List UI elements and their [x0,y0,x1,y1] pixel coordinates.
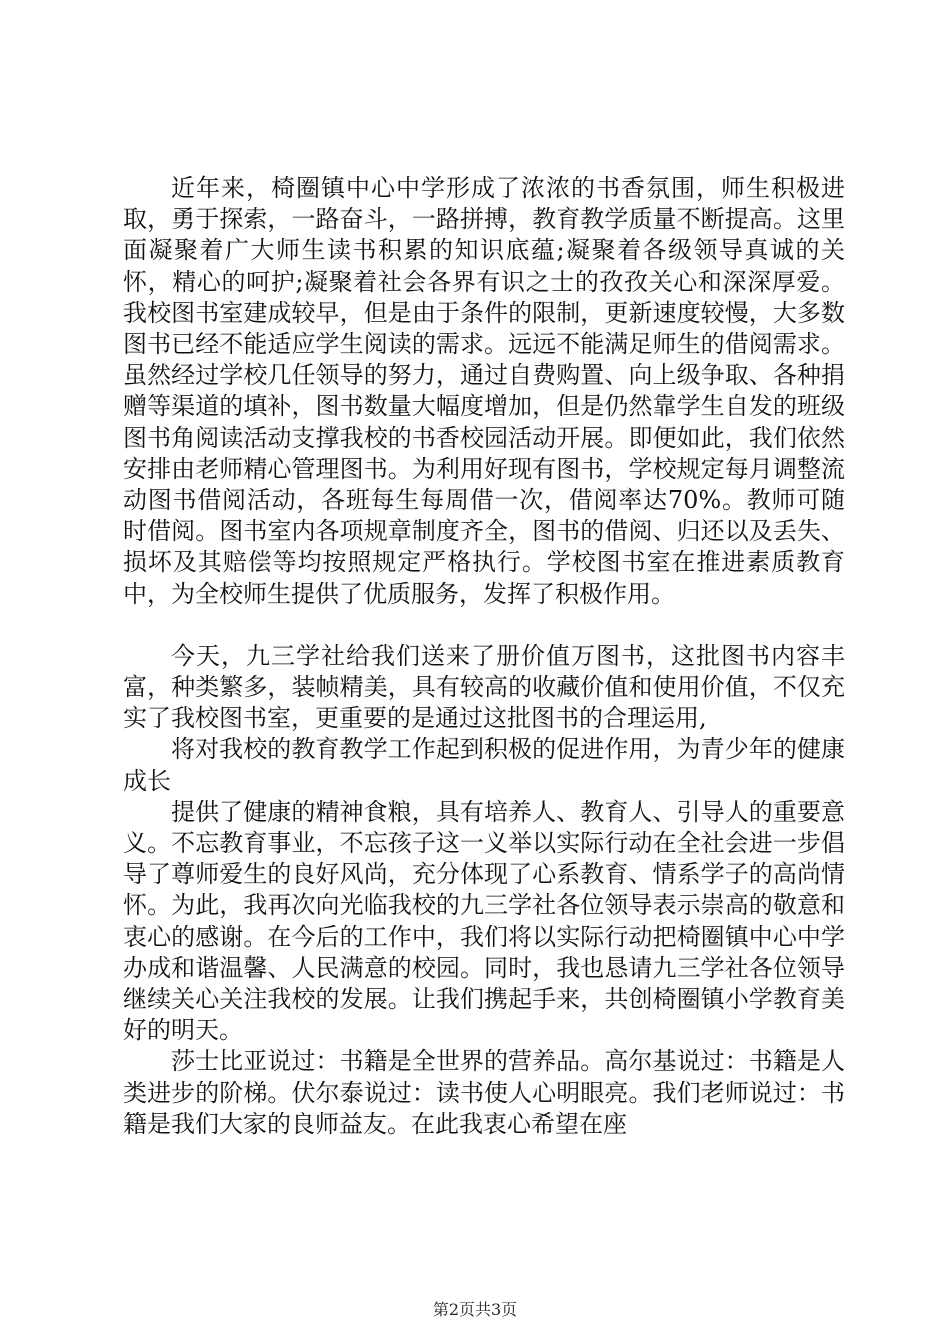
paragraph-book-donation: 今天，九三学社给我们送来了册价值万图书，这批图书内容丰富，种类繁多，装帧精美，具有较高的收藏价值和使用价值，不仅充实了我校图书室，更重要的是通过这批图书的合理运用, [123,641,845,733]
page-number: 第2页 [432,1300,475,1319]
paragraph-library-overview: 近年来，椅圈镇中心中学形成了浓浓的书香氛围，师生积极进取，勇于探索，一路奋斗，一路拼搏，教育教学质量不断提高。这里面凝聚着广大师生读书积累的知识底蕴;凝聚着各级领导真诚的关怀，精心的呵护;凝聚着社会各界有识之士的孜孜关心和深深厚爱。我校图书室建成较早，但是由于条件的限制，更新速度较慢，大多数图书已经不能适应学生阅读的需求。远远不能满足师生的借阅需求。虽然经过学校几任领导的努力，通过自费购置、向上级争取、各种捐赠等渠道的填补，图书数量大幅度增加，但是仍然靠学生自发的班级图书角阅读活动支撑我校的书香校园活动开展。即便如此，我们依然安排由老师精心管理图书。为利用好现有图书，学校规定每月调整流动图书借阅活动，各班每生每周借一次，借阅率达70%。教师可随时借阅。图书室内各项规章制度齐全，图书的借阅、归还以及丢失、损坏及其赔偿等均按照规定严格执行。学校图书室在推进素质教育中，为全校师生提供了优质服务，发挥了积极作用。 [123,174,845,608]
paragraph-quotes: 莎士比亚说过：书籍是全世界的营养品。高尔基说过：书籍是人类进步的阶梯。伏尔泰说过：读书使人心明眼亮。我们老师说过：书籍是我们大家的良师益友。在此我衷心希望在座 [123,1047,845,1138]
document-body [123,173,845,1140]
paragraph-gratitude: 提供了健康的精神食粮，具有培养人、教育人、引导人的重要意义。不忘教育事业，不忘孩子这一义举以实际行动在全社会进一步倡导了尊师爱生的良好风尚，充分体现了心系教育、情系学子的高尚情怀。为此，我再次向光临我校的九三学社各位领导表示崇高的敬意和衷心的感谢。在今后的工作中，我们将以实际行动把椅圈镇中心中学办成和谐温馨、人民满意的校园。同时，我也恳请九三学社各位领导继续关心关注我校的发展。让我们携起手来，共创椅圈镇小学教育美好的明天。 [123,797,845,1045]
page-footer [0,1300,950,1320]
paragraph-promotion: 将对我校的教育教学工作起到积极的促进作用，为青少年的健康成长 [123,735,845,795]
page-total: 共3页 [475,1300,518,1319]
